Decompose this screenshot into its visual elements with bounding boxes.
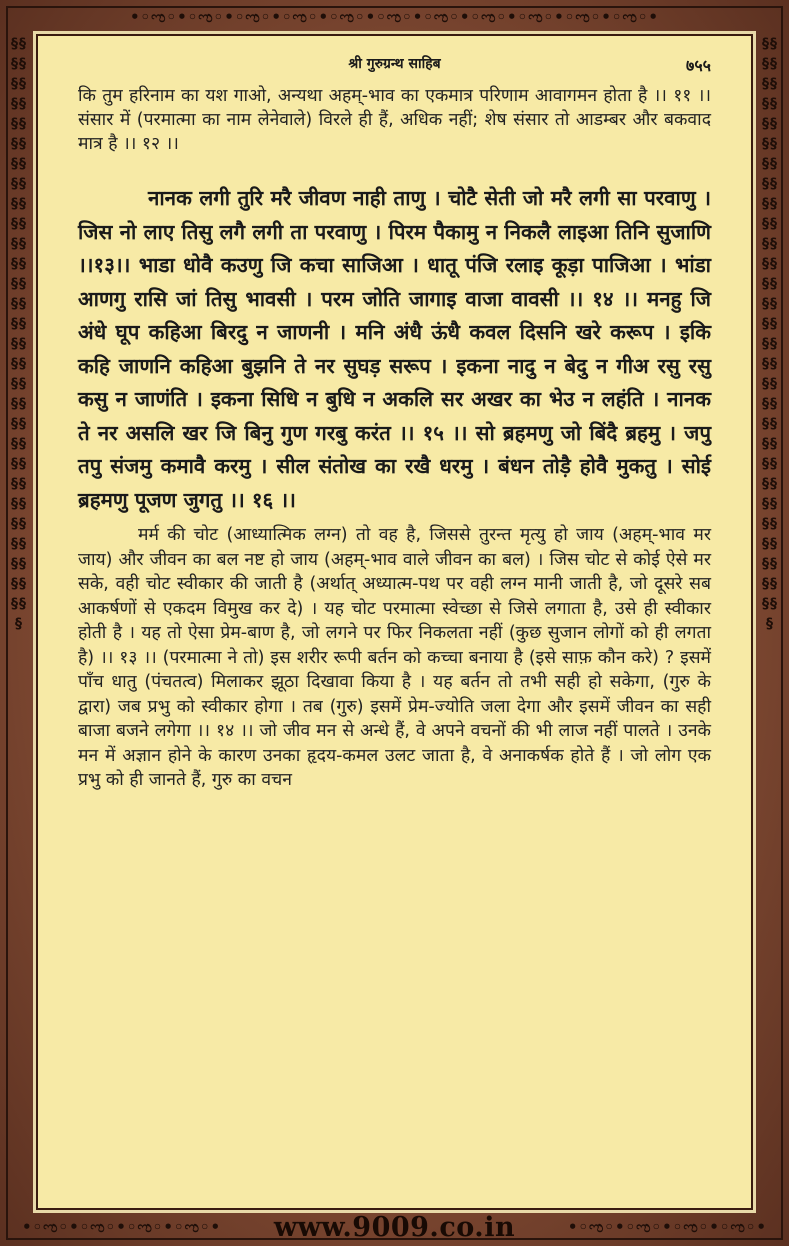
verse-paragraph: नानक लगी तुरि मरै जीवण नाही ताणु । चोटै सेती जो मरै लगी सा परवाणु । जिस नो लाए तिसु लगै लगी ता परवाणु । पिरम पैकामु न निकलै लाइआ तिनि सुजाणि ।।१३।। भाडा धोवै कउणु जि कचा साजिआ । धातू पंजि रलाइ कूड़ा पाजिआ । भांडा आणगु रासि जां तिसु भावसी । परम जोति जागाइ वाजा वावसी ।। १४ ।। मनहु जि अंधे घूप कहिआ बिरदु न जाणनी । मनि अंधै ऊंधै कवल दिसनि खरे करूप । इकि कहि जाणनि कहिआ बुझनि ते नर सुघड़ सरूप । इकना नादु न बेदु न गीअ रसु रसु कसु न जाणंति । इकना सिधि न बुधि न अकलि सर अखर का भेउ न लहंति । नानक ते नर असलि खर जि बिनु गुण गरबु करंत ।। १५ ।। सो ब्रहमणु जो बिंदै ब्रहमु । जपु तपु संजमु कमावै करमु । सील संतोख का रखै धरमु । बंधन तोड़ै होवै मुकतु । सोई ब्रहमणु पूजण जुगतु ।। १६ ।। (78, 186, 711, 512)
explanation-paragraph: मर्म की चोट (आध्यात्मिक लग्न) तो वह है, जिससे तुरन्त मृत्यु हो जाय (अहम्-भाव मर जाय) और जीवन का बल नष्ट हो जाय (अहम्-भाव वाले जीवन का बल) । जिस चोट से कोई ऐसे मर सके, वही चोट स्वीकार की जाती है (अर्थात् अध्यात्म-पथ पर वही लग्न मानी जाती है, जो दूसरे सब आकर्षणों से एकदम विमुख कर दे) । यह चोट परमात्मा स्वेच्छा से जिसे लगाता है, उसे ही स्वीकार होती है । यह तो ऐसा प्रेम-बाण है, जो लगने पर फिर निकलता नहीं (कुछ सुजान लोगों को ही लगता है) ।। १३ ।। (परमात्मा ने तो) इस शरीर रूपी बर्तन को कच्चा बनाया है (इसे साफ़ कौन करे) ? इसमें पाँच धातु (पंचतत्व) मिलाकर झूठा दिखावा किया है । यह बर्तन तो तभी सही हो सकेगा, (गुरु के द्वारा) जब प्रभु को स्वीकार होगा । तब (गुरु) इसमें प्रेम-ज्योति जला देगा और इसमें जीवन का सही बाजा बजने लगेगा ।। १४ ।। जो जीव मन से अन्धे हैं, वे अपने वचनों की भी लाज नहीं पालते । उनके मन में अज्ञान होने के कारण उनका हृदय-कमल उलट जाता है, वे अनाकर्षक होते हैं । जो लोग एक प्रभु को ही जानते हैं, गुरु का वचन (78, 525, 711, 790)
scripture-page (36, 34, 753, 1210)
right-border-ornament: §§§§§§§§§§§§§§§§§§§§§§§§§§§§§§§§§§§§§§§§§§§§§§§§§§§§§§§§§§§ (762, 36, 778, 632)
intro-paragraph: कि तुम हरिनाम का यश गाओ, अन्यथा अहम्-भाव का एकमात्र परिणाम आवागमन होता है ।। ११ ।। संसार में (परमात्मा का नाम लेनेवाले) विरले ही हैं, अधिक नहीं; शेष संसार तो आडम्बर और बकवाद मात्र है ।। १२ ।। (78, 86, 711, 154)
top-border-ornament: •◦ಌ◦•◦ಌ◦•◦ಌ◦•◦ಌ◦•◦ಌ◦•◦ಌ◦•◦ಌ◦•◦ಌ◦•◦ಌ◦•◦ಌ◦•◦ಌ◦• (129, 8, 660, 26)
page-number: ७५५ (686, 56, 711, 75)
footer-url: www.9009.co.in (273, 1212, 516, 1243)
bottom-left-border-ornament: •◦ಌ◦•◦ಌ◦•◦ಌ◦•◦ಌ◦• (22, 1218, 222, 1236)
bottom-right-border-ornament: •◦ಌ◦•◦ಌ◦•◦ಌ◦•◦ಌ◦• (567, 1218, 767, 1236)
page-title: श्री गुरुग्रन्थ साहिब (348, 56, 441, 72)
page-header (78, 54, 711, 80)
left-border-ornament: §§§§§§§§§§§§§§§§§§§§§§§§§§§§§§§§§§§§§§§§§§§§§§§§§§§§§§§§§§§ (11, 36, 27, 632)
